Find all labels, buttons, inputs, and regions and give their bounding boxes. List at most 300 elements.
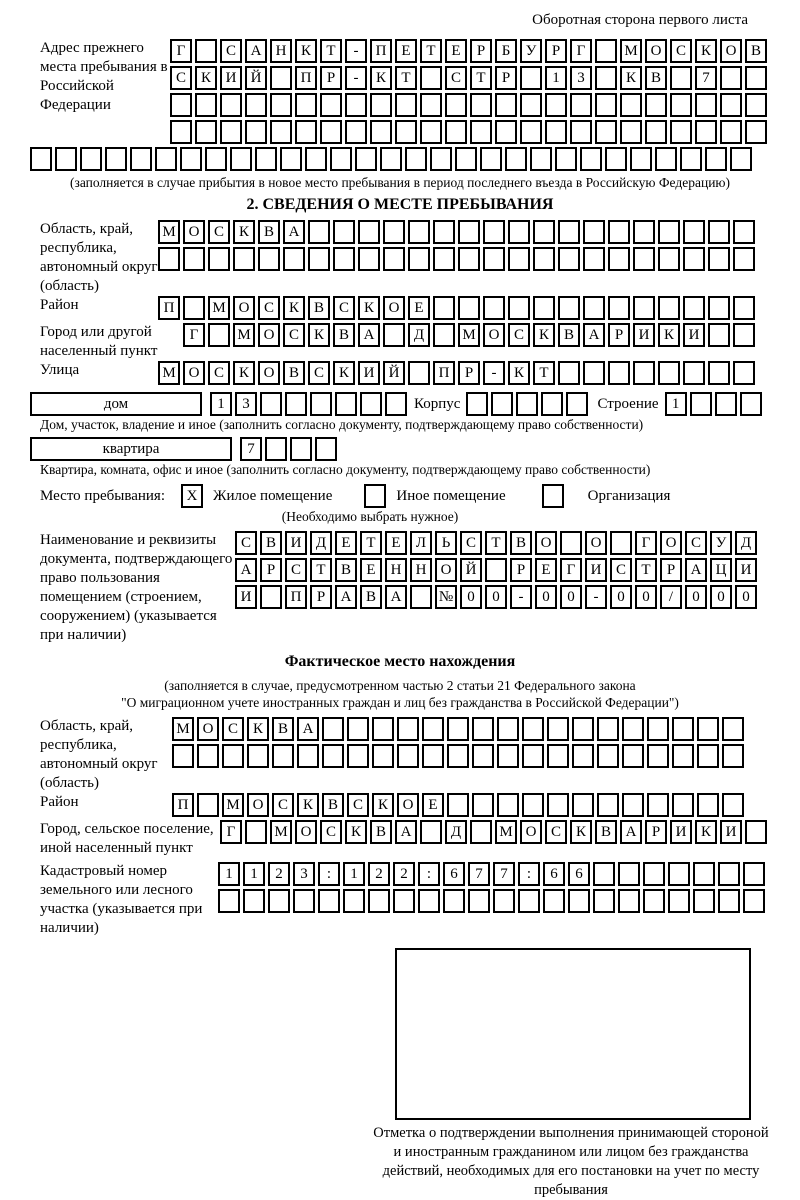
char-box[interactable]: [243, 889, 265, 913]
char-box[interactable]: Р: [310, 585, 332, 609]
char-box[interactable]: [195, 39, 217, 63]
char-box[interactable]: [295, 120, 317, 144]
char-box[interactable]: [170, 120, 192, 144]
char-box[interactable]: С: [610, 558, 632, 582]
char-box[interactable]: И: [670, 820, 692, 844]
char-box[interactable]: К: [233, 361, 255, 385]
char-box[interactable]: 7: [695, 66, 717, 90]
char-box[interactable]: [420, 120, 442, 144]
char-box[interactable]: 3: [293, 862, 315, 886]
char-box[interactable]: [447, 744, 469, 768]
char-box[interactable]: [670, 120, 692, 144]
char-box[interactable]: 3: [570, 66, 592, 90]
char-box[interactable]: В: [360, 585, 382, 609]
char-box[interactable]: 0: [635, 585, 657, 609]
char-box[interactable]: Р: [470, 39, 492, 63]
char-box[interactable]: [508, 247, 530, 271]
char-box[interactable]: Р: [645, 820, 667, 844]
char-box[interactable]: [290, 437, 312, 461]
char-box[interactable]: [722, 793, 744, 817]
char-box[interactable]: [622, 744, 644, 768]
char-box[interactable]: [385, 392, 407, 416]
char-box[interactable]: С: [545, 820, 567, 844]
char-box[interactable]: [260, 585, 282, 609]
char-box[interactable]: [420, 66, 442, 90]
char-box[interactable]: [505, 147, 527, 171]
char-box[interactable]: В: [308, 296, 330, 320]
char-box[interactable]: [393, 889, 415, 913]
char-box[interactable]: [458, 247, 480, 271]
char-box[interactable]: [690, 392, 712, 416]
char-box[interactable]: С: [220, 39, 242, 63]
char-box[interactable]: [245, 93, 267, 117]
char-box[interactable]: С: [347, 793, 369, 817]
char-box[interactable]: [497, 744, 519, 768]
char-box[interactable]: [347, 717, 369, 741]
char-box[interactable]: [265, 437, 287, 461]
char-box[interactable]: 7: [240, 437, 262, 461]
char-box[interactable]: [233, 247, 255, 271]
char-box[interactable]: [408, 220, 430, 244]
char-box[interactable]: [658, 361, 680, 385]
char-box[interactable]: Р: [458, 361, 480, 385]
char-box[interactable]: [483, 247, 505, 271]
char-box[interactable]: 3: [235, 392, 257, 416]
char-box[interactable]: [708, 361, 730, 385]
char-box[interactable]: Д: [735, 531, 757, 555]
char-box[interactable]: [220, 120, 242, 144]
char-box[interactable]: И: [683, 323, 705, 347]
char-box[interactable]: [680, 147, 702, 171]
char-box[interactable]: [180, 147, 202, 171]
char-box[interactable]: Е: [535, 558, 557, 582]
char-box[interactable]: [597, 744, 619, 768]
char-box[interactable]: Л: [410, 531, 432, 555]
char-box[interactable]: К: [658, 323, 680, 347]
char-box[interactable]: [260, 392, 282, 416]
char-box[interactable]: [518, 889, 540, 913]
char-box[interactable]: К: [372, 793, 394, 817]
char-box[interactable]: [335, 392, 357, 416]
char-box[interactable]: [183, 296, 205, 320]
char-box[interactable]: Р: [320, 66, 342, 90]
char-box[interactable]: 2: [368, 862, 390, 886]
char-box[interactable]: [258, 247, 280, 271]
char-box[interactable]: [633, 361, 655, 385]
char-box[interactable]: А: [335, 585, 357, 609]
char-box[interactable]: [593, 862, 615, 886]
char-box[interactable]: Е: [408, 296, 430, 320]
char-box[interactable]: П: [285, 585, 307, 609]
char-box[interactable]: 2: [268, 862, 290, 886]
char-box[interactable]: [370, 120, 392, 144]
char-box[interactable]: Р: [260, 558, 282, 582]
char-box[interactable]: К: [195, 66, 217, 90]
char-box[interactable]: В: [333, 323, 355, 347]
char-box[interactable]: [722, 717, 744, 741]
char-box[interactable]: [530, 147, 552, 171]
stay-opt3-checkbox[interactable]: [532, 484, 574, 508]
char-box[interactable]: [697, 717, 719, 741]
char-box[interactable]: [447, 793, 469, 817]
char-box[interactable]: С: [208, 220, 230, 244]
char-box[interactable]: [560, 531, 582, 555]
char-box[interactable]: X: [181, 484, 203, 508]
char-box[interactable]: С: [258, 296, 280, 320]
char-box[interactable]: 7: [493, 862, 515, 886]
char-box[interactable]: В: [258, 220, 280, 244]
char-box[interactable]: [605, 147, 627, 171]
char-box[interactable]: 6: [568, 862, 590, 886]
char-box[interactable]: [418, 889, 440, 913]
char-box[interactable]: [218, 889, 240, 913]
char-box[interactable]: [633, 247, 655, 271]
stay-opt1-checkbox[interactable]: [171, 484, 213, 508]
char-box[interactable]: [422, 744, 444, 768]
char-box[interactable]: [247, 744, 269, 768]
char-box[interactable]: [547, 717, 569, 741]
char-box[interactable]: М: [233, 323, 255, 347]
char-box[interactable]: М: [158, 361, 180, 385]
char-box[interactable]: Г: [170, 39, 192, 63]
char-box[interactable]: [270, 66, 292, 90]
char-box[interactable]: [618, 889, 640, 913]
char-box[interactable]: Ь: [435, 531, 457, 555]
char-box[interactable]: [270, 120, 292, 144]
char-box[interactable]: О: [233, 296, 255, 320]
char-box[interactable]: Т: [320, 39, 342, 63]
char-box[interactable]: [708, 220, 730, 244]
char-box[interactable]: К: [247, 717, 269, 741]
char-box[interactable]: [483, 296, 505, 320]
char-box[interactable]: П: [295, 66, 317, 90]
char-box[interactable]: Г: [560, 558, 582, 582]
char-box[interactable]: [383, 220, 405, 244]
char-box[interactable]: Т: [395, 66, 417, 90]
char-box[interactable]: С: [283, 323, 305, 347]
char-box[interactable]: [693, 862, 715, 886]
char-box[interactable]: О: [720, 39, 742, 63]
char-box[interactable]: [466, 392, 488, 416]
char-box[interactable]: [347, 744, 369, 768]
char-box[interactable]: О: [247, 793, 269, 817]
char-box[interactable]: [545, 120, 567, 144]
char-box[interactable]: [283, 247, 305, 271]
char-box[interactable]: [516, 392, 538, 416]
char-box[interactable]: [547, 793, 569, 817]
char-box[interactable]: [497, 717, 519, 741]
char-box[interactable]: Г: [635, 531, 657, 555]
char-box[interactable]: [733, 323, 755, 347]
char-box[interactable]: [522, 717, 544, 741]
char-box[interactable]: Д: [445, 820, 467, 844]
char-box[interactable]: М: [158, 220, 180, 244]
char-box[interactable]: [558, 296, 580, 320]
char-box[interactable]: [583, 296, 605, 320]
char-box[interactable]: Е: [360, 558, 382, 582]
char-box[interactable]: [195, 93, 217, 117]
char-box[interactable]: [658, 220, 680, 244]
char-box[interactable]: Н: [270, 39, 292, 63]
char-box[interactable]: [668, 862, 690, 886]
char-box[interactable]: [420, 820, 442, 844]
char-box[interactable]: [310, 392, 332, 416]
char-box[interactable]: С: [272, 793, 294, 817]
char-box[interactable]: В: [322, 793, 344, 817]
char-box[interactable]: К: [358, 296, 380, 320]
char-box[interactable]: [405, 147, 427, 171]
char-box[interactable]: 1: [210, 392, 232, 416]
char-box[interactable]: [318, 889, 340, 913]
char-box[interactable]: [433, 296, 455, 320]
char-box[interactable]: Е: [422, 793, 444, 817]
char-box[interactable]: [245, 820, 267, 844]
char-box[interactable]: [633, 296, 655, 320]
char-box[interactable]: [570, 93, 592, 117]
char-box[interactable]: [322, 744, 344, 768]
char-box[interactable]: [542, 484, 564, 508]
char-box[interactable]: [733, 220, 755, 244]
char-box[interactable]: -: [345, 66, 367, 90]
char-box[interactable]: [670, 93, 692, 117]
char-box[interactable]: [105, 147, 127, 171]
char-box[interactable]: В: [645, 66, 667, 90]
char-box[interactable]: [472, 793, 494, 817]
char-box[interactable]: [543, 889, 565, 913]
char-box[interactable]: В: [745, 39, 767, 63]
char-box[interactable]: 7: [468, 862, 490, 886]
char-box[interactable]: 1: [665, 392, 687, 416]
char-box[interactable]: 6: [443, 862, 465, 886]
char-box[interactable]: У: [710, 531, 732, 555]
char-box[interactable]: [695, 93, 717, 117]
char-box[interactable]: [572, 793, 594, 817]
char-box[interactable]: [320, 93, 342, 117]
char-box[interactable]: [595, 120, 617, 144]
char-box[interactable]: С: [308, 361, 330, 385]
char-box[interactable]: Д: [310, 531, 332, 555]
char-box[interactable]: [280, 147, 302, 171]
char-box[interactable]: [422, 717, 444, 741]
char-box[interactable]: [285, 392, 307, 416]
char-box[interactable]: [720, 93, 742, 117]
stay-opt2-checkbox[interactable]: [354, 484, 396, 508]
char-box[interactable]: [733, 361, 755, 385]
char-box[interactable]: :: [418, 862, 440, 886]
char-box[interactable]: И: [235, 585, 257, 609]
char-box[interactable]: [697, 744, 719, 768]
char-box[interactable]: 0: [485, 585, 507, 609]
char-box[interactable]: П: [370, 39, 392, 63]
char-box[interactable]: [743, 889, 765, 913]
char-box[interactable]: С: [333, 296, 355, 320]
char-box[interactable]: [643, 889, 665, 913]
char-box[interactable]: 1: [545, 66, 567, 90]
char-box[interactable]: Р: [545, 39, 567, 63]
char-box[interactable]: [343, 889, 365, 913]
char-box[interactable]: Й: [460, 558, 482, 582]
char-box[interactable]: М: [222, 793, 244, 817]
char-box[interactable]: [740, 392, 762, 416]
char-box[interactable]: [345, 120, 367, 144]
char-box[interactable]: [608, 220, 630, 244]
char-box[interactable]: [558, 361, 580, 385]
char-box[interactable]: А: [583, 323, 605, 347]
char-box[interactable]: [695, 120, 717, 144]
char-box[interactable]: Т: [470, 66, 492, 90]
char-box[interactable]: [630, 147, 652, 171]
char-box[interactable]: [355, 147, 377, 171]
char-box[interactable]: С: [685, 531, 707, 555]
char-box[interactable]: О: [483, 323, 505, 347]
char-box[interactable]: [433, 220, 455, 244]
char-box[interactable]: [408, 247, 430, 271]
char-box[interactable]: [395, 120, 417, 144]
char-box[interactable]: В: [283, 361, 305, 385]
char-box[interactable]: [447, 717, 469, 741]
char-box[interactable]: [622, 793, 644, 817]
char-box[interactable]: [297, 744, 319, 768]
char-box[interactable]: [480, 147, 502, 171]
char-box[interactable]: [620, 120, 642, 144]
char-box[interactable]: [397, 717, 419, 741]
char-box[interactable]: [595, 66, 617, 90]
char-box[interactable]: [672, 744, 694, 768]
char-box[interactable]: К: [297, 793, 319, 817]
char-box[interactable]: [483, 220, 505, 244]
char-box[interactable]: [308, 220, 330, 244]
char-box[interactable]: 1: [343, 862, 365, 886]
char-box[interactable]: [672, 717, 694, 741]
char-box[interactable]: [608, 296, 630, 320]
char-box[interactable]: С: [170, 66, 192, 90]
char-box[interactable]: [268, 889, 290, 913]
char-box[interactable]: [170, 93, 192, 117]
char-box[interactable]: -: [483, 361, 505, 385]
char-box[interactable]: Е: [445, 39, 467, 63]
char-box[interactable]: И: [720, 820, 742, 844]
char-box[interactable]: -: [585, 585, 607, 609]
char-box[interactable]: [745, 120, 767, 144]
char-box[interactable]: [520, 120, 542, 144]
char-box[interactable]: [697, 793, 719, 817]
char-box[interactable]: [368, 889, 390, 913]
char-box[interactable]: Е: [335, 531, 357, 555]
char-box[interactable]: [183, 247, 205, 271]
char-box[interactable]: И: [633, 323, 655, 347]
char-box[interactable]: [647, 793, 669, 817]
char-box[interactable]: [445, 120, 467, 144]
char-box[interactable]: [645, 93, 667, 117]
char-box[interactable]: [545, 93, 567, 117]
char-box[interactable]: [443, 889, 465, 913]
char-box[interactable]: [572, 744, 594, 768]
char-box[interactable]: [330, 147, 352, 171]
char-box[interactable]: /: [660, 585, 682, 609]
char-box[interactable]: [472, 717, 494, 741]
char-box[interactable]: Р: [608, 323, 630, 347]
char-box[interactable]: [308, 247, 330, 271]
char-box[interactable]: [197, 793, 219, 817]
char-box[interactable]: [583, 247, 605, 271]
char-box[interactable]: А: [283, 220, 305, 244]
char-box[interactable]: [197, 744, 219, 768]
char-box[interactable]: [633, 220, 655, 244]
char-box[interactable]: [80, 147, 102, 171]
char-box[interactable]: [743, 862, 765, 886]
char-box[interactable]: Т: [533, 361, 555, 385]
char-box[interactable]: [493, 889, 515, 913]
char-box[interactable]: [322, 717, 344, 741]
char-box[interactable]: [672, 793, 694, 817]
char-box[interactable]: [491, 392, 513, 416]
char-box[interactable]: Д: [408, 323, 430, 347]
char-box[interactable]: [620, 93, 642, 117]
char-box[interactable]: [433, 323, 455, 347]
char-box[interactable]: У: [520, 39, 542, 63]
char-box[interactable]: Т: [635, 558, 657, 582]
char-box[interactable]: [558, 247, 580, 271]
char-box[interactable]: П: [433, 361, 455, 385]
char-box[interactable]: [595, 93, 617, 117]
char-box[interactable]: О: [295, 820, 317, 844]
char-box[interactable]: [745, 93, 767, 117]
char-box[interactable]: Н: [410, 558, 432, 582]
char-box[interactable]: О: [183, 220, 205, 244]
char-box[interactable]: О: [535, 531, 557, 555]
char-box[interactable]: [715, 392, 737, 416]
char-box[interactable]: [733, 296, 755, 320]
char-box[interactable]: [472, 744, 494, 768]
char-box[interactable]: Р: [510, 558, 532, 582]
char-box[interactable]: 1: [218, 862, 240, 886]
char-box[interactable]: [708, 323, 730, 347]
char-box[interactable]: К: [620, 66, 642, 90]
char-box[interactable]: Ц: [710, 558, 732, 582]
char-box[interactable]: [383, 323, 405, 347]
char-box[interactable]: [395, 93, 417, 117]
char-box[interactable]: [533, 296, 555, 320]
char-box[interactable]: [555, 147, 577, 171]
char-box[interactable]: [468, 889, 490, 913]
char-box[interactable]: 0: [710, 585, 732, 609]
char-box[interactable]: Г: [570, 39, 592, 63]
char-box[interactable]: В: [335, 558, 357, 582]
char-box[interactable]: О: [520, 820, 542, 844]
char-box[interactable]: А: [235, 558, 257, 582]
char-box[interactable]: С: [320, 820, 342, 844]
char-box[interactable]: Е: [395, 39, 417, 63]
char-box[interactable]: К: [508, 361, 530, 385]
char-box[interactable]: [647, 717, 669, 741]
char-box[interactable]: [722, 744, 744, 768]
char-box[interactable]: Й: [245, 66, 267, 90]
char-box[interactable]: [497, 793, 519, 817]
char-box[interactable]: П: [172, 793, 194, 817]
char-box[interactable]: [595, 39, 617, 63]
char-box[interactable]: [597, 793, 619, 817]
char-box[interactable]: [718, 889, 740, 913]
char-box[interactable]: 0: [460, 585, 482, 609]
char-box[interactable]: А: [685, 558, 707, 582]
char-box[interactable]: [372, 744, 394, 768]
char-box[interactable]: Й: [383, 361, 405, 385]
char-box[interactable]: [295, 93, 317, 117]
char-box[interactable]: [733, 247, 755, 271]
char-box[interactable]: [420, 93, 442, 117]
char-box[interactable]: П: [158, 296, 180, 320]
char-box[interactable]: [430, 147, 452, 171]
